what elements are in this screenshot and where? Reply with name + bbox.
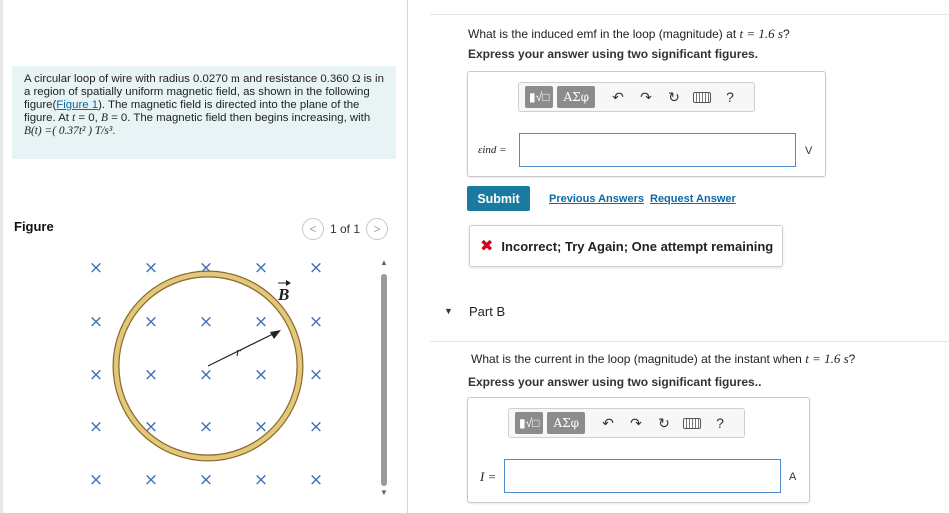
field-x-mark: × [143,258,159,278]
keyboard-icon[interactable] [679,412,705,434]
field-x-mark: × [308,470,324,490]
figure-label: Figure [14,219,54,234]
field-x-mark: × [253,365,269,385]
field-x-mark: × [253,312,269,332]
field-x-mark: × [143,312,159,332]
templates-button[interactable]: ▮√□ [525,86,553,108]
figure-prev-button[interactable]: < [302,218,324,240]
field-x-mark: × [253,417,269,437]
field-x-mark: × [198,470,214,490]
field-formula: B(t) =( 0.37t² ) T/s³ [24,125,113,138]
undo-icon[interactable]: ↶ [602,414,614,431]
left-panel [0,0,408,513]
scroll-up-icon[interactable]: ▲ [380,258,388,267]
help-icon[interactable]: ? [716,415,724,431]
current-variable-label: I = [480,469,497,484]
field-x-mark: × [143,470,159,490]
field-x-mark: × [198,312,214,332]
keyboard-icon[interactable] [689,86,715,108]
incorrect-icon: ✖ [480,238,494,255]
request-answer-link[interactable]: Request Answer [650,193,736,205]
reset-icon[interactable]: ↻ [668,88,680,105]
field-x-mark: × [88,365,104,385]
emf-variable-label: εind = [478,144,507,156]
part-a-question: What is the induced emf in the loop (magnitude) at t = 1.6 s? [468,26,790,41]
figure-scrollbar[interactable] [379,254,389,498]
reset-icon[interactable]: ↻ [658,414,670,431]
part-b-title[interactable]: Part B [469,304,506,319]
field-x-mark: × [88,470,104,490]
field-x-mark: × [143,417,159,437]
field-x-mark: × [253,258,269,278]
field-x-mark: × [88,312,104,332]
submit-button[interactable]: Submit [467,186,530,211]
field-x-mark: × [198,258,214,278]
radius-arrowhead [270,330,281,339]
redo-icon[interactable]: ↷ [640,88,652,105]
field-x-mark: × [308,417,324,437]
current-answer-input[interactable] [504,459,781,493]
part-b-collapse-icon[interactable]: ▼ [444,306,453,316]
figure-next-button[interactable]: > [366,218,388,240]
feedback-text: Incorrect; Try Again; One attempt remaining [501,238,774,254]
top-divider [430,14,949,15]
field-x-mark: × [198,417,214,437]
help-icon[interactable]: ? [726,89,734,105]
greek-symbols-button[interactable]: ΑΣφ [547,412,585,434]
problem-statement: A circular loop of wire with radius 0.0270 m and resistance 0.360 Ω is in a region of spatially uniform magnetic field, as shown in the following figure(Figure 1). The magnetic field is directed into the plane of the figure. At t = 0, B = 0. The magnetic field then begins increasing, with B(t) =( 0.37t² ) T/s³. [12,66,396,159]
field-x-mark: × [308,258,324,278]
b-field-label: B [278,285,290,304]
field-x-mark: × [198,365,214,385]
part-b-instruction: Express your answer using two significant figures.. [468,375,762,389]
figure-link[interactable]: Figure 1 [56,99,99,112]
greek-symbols-button[interactable]: ΑΣφ [557,86,595,108]
field-x-mark: × [143,365,159,385]
undo-icon[interactable]: ↶ [612,88,624,105]
part-a-instruction: Express your answer using two significant figures. [468,47,759,61]
templates-button[interactable]: ▮√□ [515,412,543,434]
part-a-toolbar [518,82,755,112]
current-unit-label: A [789,471,797,483]
magnetic-field-figure [72,248,372,498]
part-a-answer-box [467,71,826,177]
emf-unit-label: V [805,145,813,157]
emf-answer-input[interactable] [519,133,796,167]
part-b-toolbar [508,408,745,438]
figure-counter: 1 of 1 [330,222,361,236]
previous-answers-link[interactable]: Previous Answers [549,193,644,205]
radius-arrow [208,332,277,366]
scrollbar-thumb[interactable] [381,274,387,486]
figure-pager [302,218,388,240]
part-b-answer-box [467,397,810,503]
field-x-mark: × [88,417,104,437]
field-x-mark: × [88,258,104,278]
radius-label: r [236,344,242,359]
part-b-question: What is the current in the loop (magnitude) at the instant when t = 1.6 s? [471,351,856,366]
field-x-mark: × [308,365,324,385]
field-x-mark: × [253,470,269,490]
field-x-mark: × [308,312,324,332]
feedback-message [469,225,783,267]
left-edge-bar [0,0,3,513]
scroll-down-icon[interactable]: ▼ [380,488,388,497]
redo-icon[interactable]: ↷ [630,414,642,431]
part-b-divider [430,341,949,342]
